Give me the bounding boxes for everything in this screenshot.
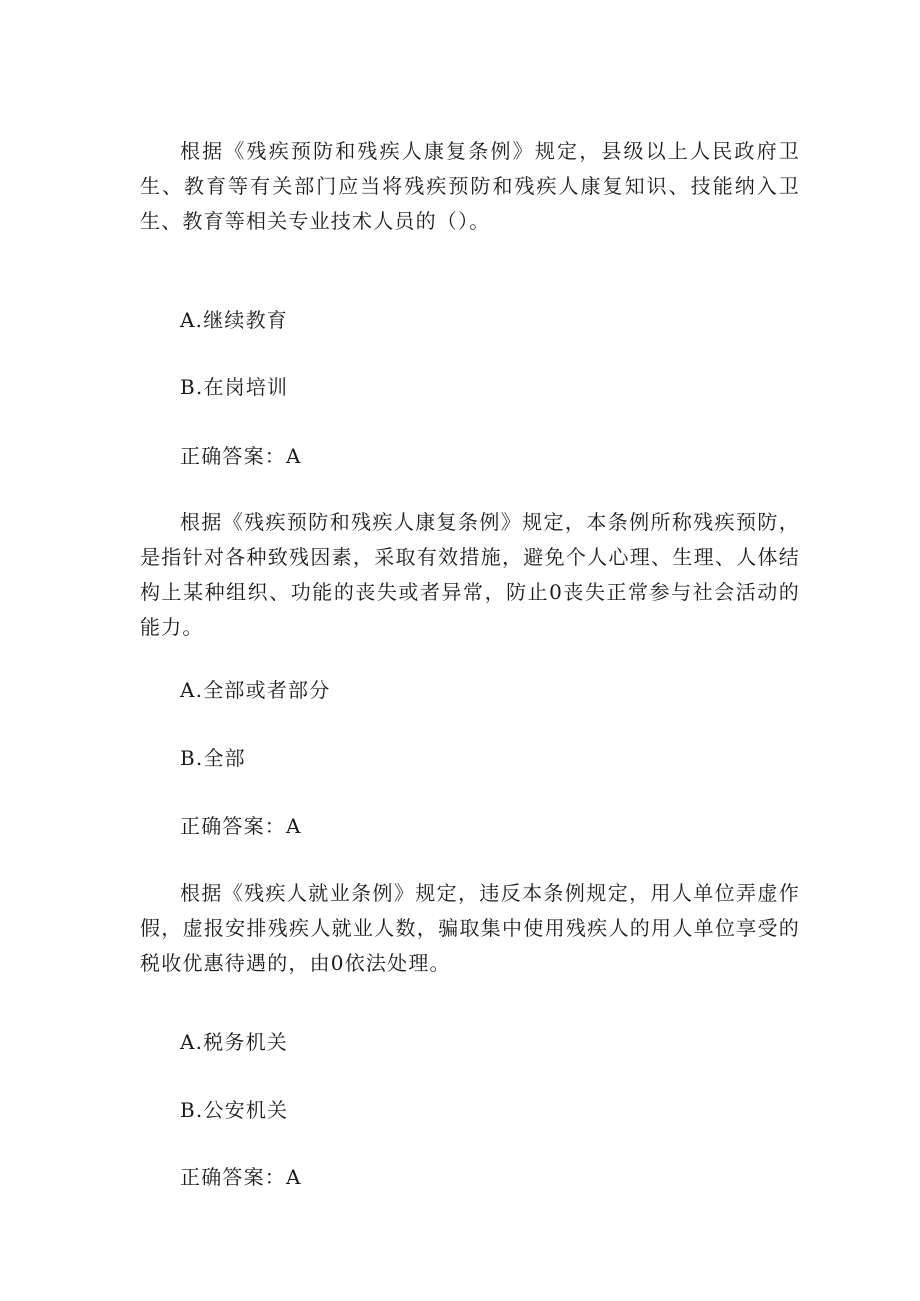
question-2-option-b: B.全部 — [180, 746, 246, 770]
question-3-option-b: B.公安机关 — [180, 1098, 289, 1122]
question-1-text: 根据《残疾预防和残疾人康复条例》规定，县级以上人民政府卫生、教育等有关部门应当将残疾预防和残疾人康复知识、技能纳入卫生、教育等相关专业技术人员的（）。 — [140, 139, 800, 233]
question-2-text: 根据《残疾预防和残疾人康复条例》规定，本条例所称残疾预防，是指针对各种致残因素，采取有效措施，避免个人心理、生理、人体结构上某种组织、功能的丧失或者异常，防止0丧失正常参与社会活动的能力。 — [140, 510, 800, 639]
question-1-answer: 正确答案：A — [180, 444, 302, 468]
question-3-option-a: A.税务机关 — [180, 1030, 289, 1054]
question-1-option-a: A.继续教育 — [180, 308, 289, 332]
question-3-answer: 正确答案：A — [180, 1165, 302, 1189]
question-1-option-b: B.在岗培训 — [180, 375, 289, 399]
question-3-text: 根据《残疾人就业条例》规定，违反本条例规定，用人单位弄虚作假，虚报安排残疾人就业人数，骗取集中使用残疾人的用人单位享受的税收优惠待遇的，由0依法处理。 — [140, 881, 800, 975]
question-2-option-a: A.全部或者部分 — [180, 678, 331, 702]
question-2-answer: 正确答案：A — [180, 814, 302, 838]
